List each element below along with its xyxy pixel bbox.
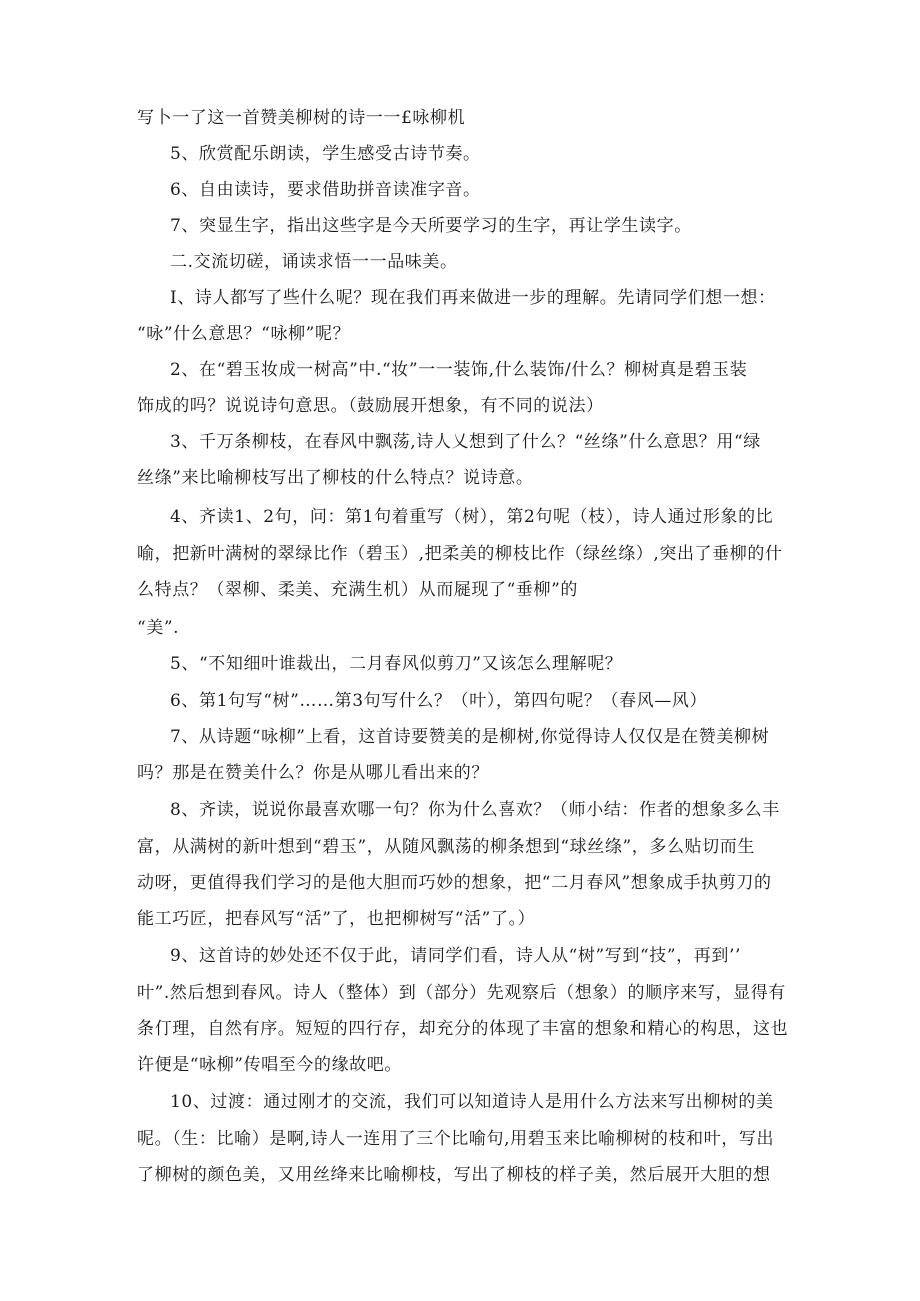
text-line: 5、欣赏配乐朗读，学生感受古诗节奏。	[170, 144, 481, 164]
text-line: 条仃理，自然有序。短短的四行存，却充分的体现了丰富的想象和精心的构思，这也	[137, 1019, 789, 1039]
text-line: I、诗人都写了些什么呢？现在我们再来做进一步的理解。先请同学们想一想：	[170, 288, 776, 308]
text-line: 富，从满树的新叶想到“碧玉”，从随风飘荡的柳条想到“球丝绦”，多么贴切而生	[137, 837, 755, 857]
text-line: 许便是“咏柳”传唱至今的缘故吧。	[137, 1055, 402, 1075]
text-line: 动呀，更值得我们学习的是他大胆而巧妙的想象，把“二月春风”想象成手执剪刀的	[137, 873, 772, 893]
text-line: 呢。（生：比喻）是啊,诗人一连用了三个比喻句,用碧玉来比喻柳树的枝和叶，写出	[137, 1129, 775, 1149]
text-line: 吗？那是在赞美什么？你是从哪儿看出来的？	[137, 763, 489, 783]
text-line: “美”.	[137, 618, 180, 638]
text-line: 2、在“碧玉妆成一树高”中.“妆”一一装饰,什么装饰/什么？柳树真是碧玉装	[170, 360, 748, 380]
text-line: “咏”什么意思？“咏柳”呢？	[137, 324, 351, 344]
text-line: 6、自由读诗，要求借助拼音读准字音。	[170, 180, 481, 200]
text-line: 4、齐读1、2句，问：第1句着重写（树），第2句呢（枝），诗人通过形象的比	[170, 507, 774, 527]
text-line: 能工巧匠，把春风写“活”了，也把柳树写“活”了。）	[137, 909, 536, 929]
text-line: 饰成的吗？说说诗句意思。（鼓励展开想象，有不同的说法）	[137, 396, 604, 416]
text-line: 9、这首诗的妙处还不仅于此，请同学们看，诗人从“树”写到“技”，再到’’	[170, 946, 741, 966]
text-line: 了柳树的颜色美，又用丝绛来比喻柳枝，写出了柳枝的样子美，然后展开大胆的想	[137, 1165, 771, 1185]
text-line: 写卜一了这一首赞美柳树的诗一一£咏柳机	[137, 108, 466, 128]
text-line: 丝绦”来比喻柳枝写出了柳枝的什么特点？说诗意。	[137, 468, 534, 488]
section-heading: 二.交流切磋，诵读求悟一一品味美。	[170, 252, 458, 272]
text-line: 7、突显生字，指出这些字是今天所要学习的生字，再让学生读字。	[170, 216, 692, 236]
text-line: 10、过渡：通过刚才的交流，我们可以知道诗人是用什么方法来写出柳树的美	[170, 1092, 774, 1112]
text-line: 喻，把新叶满树的翠绿比作（碧玉）,把柔美的柳枝比作（绿丝绦）,突出了垂柳的什	[137, 544, 783, 564]
text-line: 8、齐读，说说你最喜欢哪一句？你为什么喜欢？（师小结：作者的想象多么丰	[170, 800, 780, 820]
text-line: 么特点？（翠柳、柔美、充满生机）从而屣现了“垂柳”的	[137, 580, 578, 600]
text-line: 3、千万条柳枝，在春风中飘荡,诗人乂想到了什么？“丝绦”什么意思？用“绿	[170, 432, 761, 452]
text-line: 7、从诗题“咏柳”上看，这首诗要赞美的是柳树,你觉得诗人仅仅是在赞美柳树	[170, 727, 770, 747]
text-line: 叶”.然后想到春风。诗人（整体）到（部分）先观察后（想象）的顺序来写，显得有	[137, 983, 786, 1003]
text-line: 6、第1句写“树”……第3句写什么？（叶），第四句呢？（春风—风）	[170, 691, 708, 711]
text-line: 5、“不知细叶谁裁出，二月春风似剪刀”又该怎么理解呢？	[170, 654, 623, 674]
